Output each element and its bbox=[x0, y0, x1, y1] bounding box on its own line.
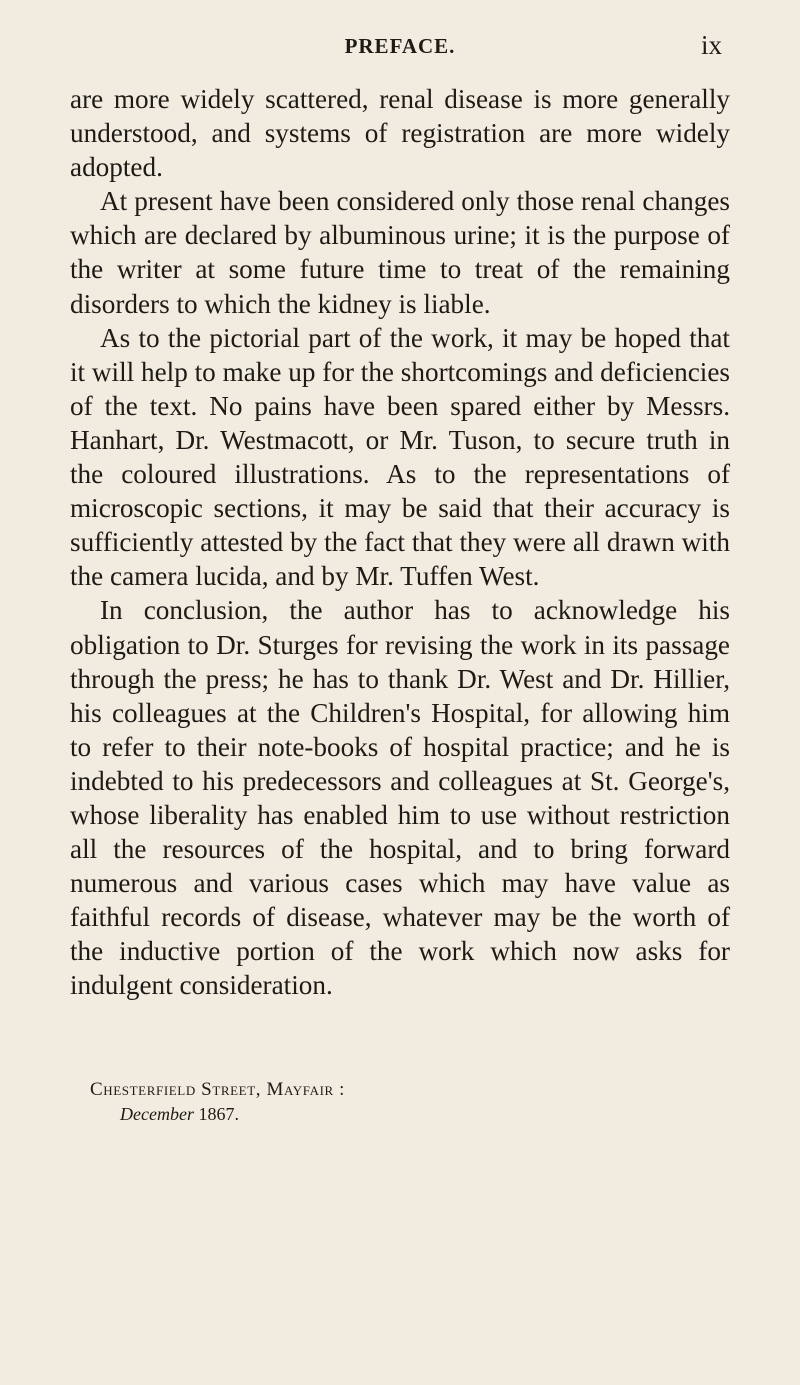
page-number: ix bbox=[700, 30, 722, 60]
body-text bbox=[70, 82, 730, 1003]
signoff-date bbox=[120, 1102, 690, 1126]
signoff-year: 1867. bbox=[198, 1104, 239, 1124]
paragraph-pictorial-part: As to the pictorial part of the work, it may be hoped that it will help to make up for the shortcomings and deficiencies of the text. No pains have been spared either by Messrs. Hanhart, Dr. Westmacott, or Mr. Tuson, to secure truth in the coloured illustrations. As to the representations of microscopic sections, it may be said that their accuracy is sufficiently attested by the fact that they were all drawn with the camera lucida, and by Mr. Tuffen West. bbox=[70, 322, 730, 592]
paragraph-renal-changes: At present have been considered only those renal changes which are declared by albuminous urine; it is the purpose of the writer at some future time to treat of the remaining disorders to which the kidney is liable. bbox=[70, 186, 730, 319]
running-head-title: PREFACE. bbox=[344, 34, 456, 58]
paragraph-continued: are more widely scattered, renal disease is more generally understood, and systems of registration are more widely adopted. bbox=[70, 84, 730, 183]
signoff bbox=[90, 1078, 690, 1126]
signoff-month: December bbox=[120, 1104, 194, 1124]
signoff-place: Chesterfield Street, Mayfair : bbox=[90, 1079, 346, 1100]
paragraph-conclusion: In conclusion, the author has to acknowledge his obligation to Dr. Sturges for revising the work in its passage through the press; he has to thank Dr. West and Dr. Hillier, his colleagues at the Children's Hospital, for allowing him to refer to their note-books of hospital practice; and he is indebted to his predecessors and colleagues at St. George's, whose liberality has enabled him to use without restriction all the resources of the hospital, and to bring forward numerous and various cases which may have value as faithful records of disease, whatever may be the worth of the inductive portion of the work which now asks for indulgent consideration. bbox=[70, 595, 730, 1001]
running-head bbox=[70, 30, 730, 64]
